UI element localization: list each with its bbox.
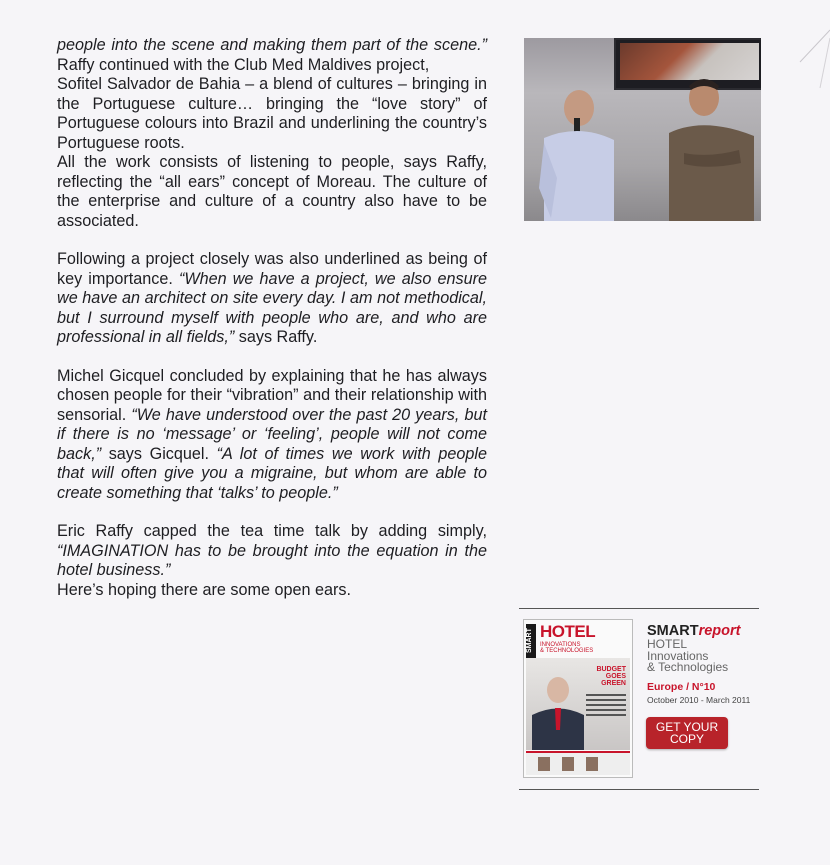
cover-title: HOTEL <box>540 622 596 641</box>
get-your-copy-button[interactable]: GET YOUR COPY <box>646 717 728 749</box>
ad-description <box>647 623 759 705</box>
speaker-figure <box>529 68 619 221</box>
ad-dates: October 2010 - March 2011 <box>647 694 751 705</box>
ad-line-1: HOTEL <box>647 637 688 651</box>
ad-bottom-rule <box>519 789 759 790</box>
text-run: people into the scene and making them part of the scene.” <box>57 36 487 54</box>
guest-figure <box>659 58 759 221</box>
text-run: “A lot of times we work with people that will often give you a migraine, but whom are able to create something that ‘talks’ to people.” <box>57 444 487 502</box>
paragraph-5 <box>57 367 487 504</box>
ad-brand: SMARTreport <box>647 623 741 639</box>
cover-subtitle: INNOVATIONS & TECHNOLOGIES <box>540 642 594 654</box>
ad-top-rule <box>519 608 759 609</box>
cover-image <box>526 658 630 750</box>
cover-text-lines <box>586 694 626 719</box>
text-run: Eric Raffy capped the tea time talk by adding simply, <box>57 522 487 540</box>
cover-smart-label: SMART <box>526 624 536 658</box>
text-run: “We have understood over the past 20 years, but if there is no ‘message’ or ‘feeling’, people will not come back,” <box>57 405 488 463</box>
ad-line-2: Innovations <box>647 648 709 663</box>
ad-line-3: & Technologies <box>647 660 729 674</box>
paragraph-4 <box>57 250 487 348</box>
text-run: Following a project closely was also underlined as being of key importance. <box>57 250 487 288</box>
text-run: Raffy continued with the Club Med Maldives project, <box>57 55 430 74</box>
paragraph-7: Here’s hoping there are some open ears. <box>57 580 351 599</box>
cover-headline: BUDGET GOES GREEN <box>596 666 626 687</box>
paragraph-6 <box>57 522 487 581</box>
paragraph-1 <box>57 36 487 75</box>
text-run: “IMAGINATION has to be brought into the equation in the hotel business.” <box>57 541 487 579</box>
cover-thumbnail-strip <box>526 751 630 775</box>
article-body <box>57 36 487 600</box>
event-photo <box>524 38 761 221</box>
paragraph-3: All the work consists of listening to people, says Raffy, reflecting the “all ears” concept of Moreau. The culture of the enterprise and culture of a country also have to be associated. <box>57 153 487 230</box>
magazine-cover[interactable] <box>523 619 633 778</box>
text-run: says Raffy. <box>234 328 318 346</box>
decorative-lines <box>760 28 830 88</box>
text-run: “When we have a project, we also ensure we have an architect on site every day. I am not methodical, but I surround myself with people who are, and who are professional in all fields,” <box>57 269 487 346</box>
text-run: says Gicquel. <box>101 444 217 463</box>
text-run: Michel Gicquel concluded by explaining that he has always chosen people for their “vibration” and their relationship with sensorial. <box>57 366 487 424</box>
ad-issue: Europe / N°10 <box>647 680 716 693</box>
paragraph-2: Sofitel Salvador de Bahia – a blend of cultures – bringing in the Portuguese culture… bringing the “love story” of Portuguese colours into Brazil and underlining the country’s Portuguese roots. <box>57 75 487 152</box>
